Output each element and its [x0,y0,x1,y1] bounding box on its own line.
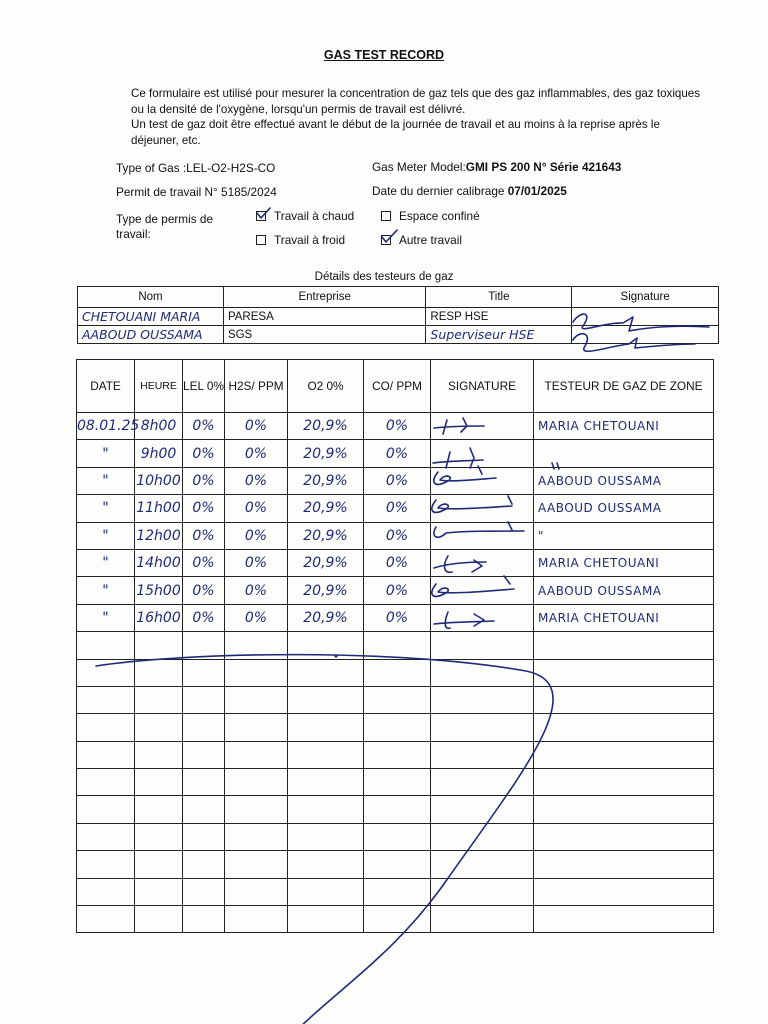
log-date-cell: " [77,440,135,467]
log-empty-cell [135,769,183,796]
log-h2s-cell: 0% [225,467,288,494]
log-time-cell: 10h00 [135,467,183,494]
log-zone-tester-cell: MARIA CHETOUANI [534,549,714,576]
testers-header-signature: Signature [572,287,719,308]
log-time-cell: 11h00 [135,495,183,522]
log-zone-tester-cell [534,440,714,467]
log-empty-cell [225,769,288,796]
log-empty-row [77,741,714,768]
log-empty-cell [431,714,534,741]
log-empty-cell [135,906,183,933]
tester-company: PARESA [223,308,425,326]
log-co-cell: 0% [364,467,431,494]
calibration-value: 07/01/2025 [507,184,567,198]
header-zone-tester: TESTEUR DE GAZ DE ZONE [534,360,714,413]
log-h2s-cell: 0% [225,549,288,576]
log-empty-cell [431,906,534,933]
log-empty-cell [77,878,135,905]
log-empty-cell [183,906,225,933]
tester-signature [572,326,719,344]
log-empty-cell [364,632,431,659]
log-empty-cell [534,714,714,741]
log-empty-row [77,659,714,686]
log-empty-cell [364,851,431,878]
log-empty-cell [534,878,714,905]
hot-work-label: Travail à chaud [274,209,355,223]
log-signature-cell [431,413,534,440]
header-co: CO/ PPM [364,360,431,413]
permit-type-label: Type de permis de travail: [116,212,214,241]
log-co-cell: 0% [364,549,431,576]
log-co-cell: 0% [364,522,431,549]
calibration-date [372,184,567,198]
log-row [77,522,714,549]
log-empty-cell [364,769,431,796]
log-h2s-cell: 0% [225,440,288,467]
log-empty-cell [183,741,225,768]
log-date-cell: " [77,604,135,631]
log-signature-cell [431,522,534,549]
log-co-cell: 0% [364,604,431,631]
header-date: DATE [77,360,135,413]
log-row [77,549,714,576]
log-empty-cell [364,686,431,713]
log-empty-cell [77,823,135,850]
log-empty-cell [288,686,364,713]
log-empty-cell [225,686,288,713]
log-empty-cell [431,686,534,713]
tester-name: CHETOUANI MARIA [78,308,224,326]
log-row [77,577,714,604]
log-date-cell: " [77,495,135,522]
tester-name: AABOUD OUSSAMA [78,326,224,344]
log-empty-cell [77,741,135,768]
log-h2s-cell: 0% [225,604,288,631]
log-empty-cell [364,714,431,741]
log-empty-cell [77,714,135,741]
log-empty-cell [534,823,714,850]
log-empty-cell [364,878,431,905]
gas-test-log-table [76,359,714,933]
log-empty-row [77,906,714,933]
intro-paragraph-2: Un test de gaz doit être effectué avant le début de la journée de travail et au moins à la reprise après le déjeuner, etc. [131,118,660,147]
log-empty-cell [225,659,288,686]
log-empty-cell [135,823,183,850]
gas-meter-label: Gas Meter Model: [372,160,466,174]
option-other-work[interactable] [381,233,462,247]
option-hot-work[interactable] [256,209,354,223]
log-time-cell: 14h00 [135,549,183,576]
log-date-cell: 08.01.25 [77,413,135,440]
log-lel-cell: 0% [183,467,225,494]
other-work-label: Autre travail [399,233,462,247]
log-empty-cell [288,823,364,850]
log-date-cell: " [77,522,135,549]
log-empty-cell [534,659,714,686]
tester-row [78,308,719,326]
log-row [77,467,714,494]
log-empty-cell [431,741,534,768]
option-confined-space[interactable] [381,209,480,223]
tester-title: RESP HSE [426,308,572,326]
log-empty-cell [431,769,534,796]
log-empty-row [77,769,714,796]
log-empty-cell [288,769,364,796]
log-empty-cell [77,796,135,823]
log-empty-cell [288,741,364,768]
log-empty-cell [135,714,183,741]
log-empty-cell [431,878,534,905]
log-zone-tester-cell: AABOUD OUSSAMA [534,577,714,604]
log-empty-cell [364,741,431,768]
testers-header-company: Entreprise [223,287,425,308]
gas-meter-value: GMI PS 200 N° Série 421643 [465,160,622,174]
tester-company: SGS [223,326,425,344]
log-empty-cell [183,632,225,659]
other-work-checkbox[interactable] [381,235,391,245]
log-empty-cell [77,632,135,659]
log-o2-cell: 20,9% [288,522,364,549]
hot-work-checkbox[interactable] [256,211,266,221]
log-empty-cell [225,878,288,905]
log-empty-cell [534,769,714,796]
log-lel-cell: 0% [183,577,225,604]
log-empty-row [77,851,714,878]
log-time-cell: 12h00 [135,522,183,549]
log-empty-cell [135,686,183,713]
log-empty-cell [431,851,534,878]
header-o2: O2 0% [288,360,364,413]
log-row [77,413,714,440]
log-signature-cell [431,549,534,576]
log-time-cell: 9h00 [135,440,183,467]
log-empty-cell [288,632,364,659]
confined-space-label: Espace confiné [399,209,480,223]
log-body [77,413,714,933]
log-empty-cell [225,714,288,741]
log-empty-cell [77,686,135,713]
log-h2s-cell: 0% [225,413,288,440]
confined-space-checkbox[interactable] [381,211,391,221]
log-row [77,495,714,522]
log-o2-cell: 20,9% [288,604,364,631]
log-signature-cell [431,577,534,604]
log-h2s-cell: 0% [225,495,288,522]
log-empty-cell [135,796,183,823]
log-o2-cell: 20,9% [288,549,364,576]
gas-type: Type of Gas :LEL-O2-H2S-CO [116,161,276,175]
log-empty-cell [183,878,225,905]
log-zone-tester-cell: AABOUD OUSSAMA [534,467,714,494]
log-signature-cell [431,604,534,631]
log-empty-cell [431,796,534,823]
log-empty-row [77,796,714,823]
log-empty-cell [364,906,431,933]
log-co-cell: 0% [364,440,431,467]
log-lel-cell: 0% [183,495,225,522]
log-empty-cell [534,632,714,659]
log-empty-cell [225,741,288,768]
log-lel-cell: 0% [183,440,225,467]
header-h2s: H2S/ PPM [225,360,288,413]
log-empty-cell [288,714,364,741]
log-empty-cell [77,851,135,878]
gas-meter-model [372,160,621,174]
log-co-cell: 0% [364,495,431,522]
log-empty-cell [183,714,225,741]
tester-title: Superviseur HSE [426,326,572,344]
log-o2-cell: 20,9% [288,440,364,467]
log-empty-cell [135,741,183,768]
log-empty-cell [288,796,364,823]
log-signature-cell [431,467,534,494]
log-empty-cell [183,686,225,713]
log-h2s-cell: 0% [225,577,288,604]
log-empty-cell [77,769,135,796]
log-empty-cell [135,851,183,878]
log-h2s-cell: 0% [225,522,288,549]
intro-text [131,86,701,148]
cold-work-checkbox[interactable] [256,235,266,245]
log-empty-cell [77,906,135,933]
log-empty-cell [534,686,714,713]
log-date-cell: " [77,467,135,494]
log-date-cell: " [77,549,135,576]
log-signature-cell [431,495,534,522]
log-empty-cell [288,878,364,905]
log-empty-cell [183,851,225,878]
log-zone-tester-cell: MARIA CHETOUANI [534,413,714,440]
header-lel: LEL 0% [183,360,225,413]
log-zone-tester-cell: MARIA CHETOUANI [534,604,714,631]
log-o2-cell: 20,9% [288,577,364,604]
header-time: HEURE [135,360,183,413]
log-o2-cell: 20,9% [288,495,364,522]
log-lel-cell: 0% [183,549,225,576]
log-empty-cell [288,659,364,686]
tester-signature [572,308,719,326]
log-co-cell: 0% [364,413,431,440]
header-signature: SIGNATURE [431,360,534,413]
cold-work-label: Travail à froid [274,233,346,247]
log-signature-cell [431,440,534,467]
log-row [77,604,714,631]
log-empty-cell [225,796,288,823]
log-empty-cell [225,906,288,933]
log-empty-cell [288,906,364,933]
log-zone-tester-cell: AABOUD OUSSAMA [534,495,714,522]
log-empty-cell [364,796,431,823]
log-time-cell: 8h00 [135,413,183,440]
log-co-cell: 0% [364,577,431,604]
log-o2-cell: 20,9% [288,467,364,494]
log-empty-row [77,686,714,713]
testers-table [77,286,719,344]
log-empty-cell [364,823,431,850]
log-lel-cell: 0% [183,413,225,440]
log-empty-row [77,823,714,850]
permit-number: Permit de travail N° 5185/2024 [116,185,277,199]
log-empty-cell [534,851,714,878]
log-lel-cell: 0% [183,604,225,631]
log-empty-cell [77,659,135,686]
log-row [77,440,714,467]
option-cold-work[interactable] [256,233,345,247]
log-empty-row [77,714,714,741]
log-empty-cell [431,659,534,686]
log-lel-cell: 0% [183,522,225,549]
log-empty-cell [183,769,225,796]
log-time-cell: 16h00 [135,604,183,631]
tester-row [78,326,719,344]
log-empty-cell [183,796,225,823]
testers-header-name: Nom [78,287,224,308]
log-date-cell: " [77,577,135,604]
log-empty-cell [364,659,431,686]
log-empty-cell [225,632,288,659]
log-empty-cell [534,796,714,823]
log-empty-cell [225,823,288,850]
log-empty-cell [534,741,714,768]
testers-header-title: Title [426,287,572,308]
log-zone-tester-cell: " [534,522,714,549]
log-empty-cell [431,823,534,850]
log-header-row [77,360,714,413]
log-empty-cell [288,851,364,878]
log-empty-cell [183,823,225,850]
log-o2-cell: 20,9% [288,413,364,440]
log-empty-cell [135,878,183,905]
log-empty-row [77,632,714,659]
log-empty-cell [183,659,225,686]
log-empty-cell [534,906,714,933]
log-empty-cell [431,632,534,659]
calibration-label: Date du dernier calibrage [372,184,508,198]
page-title: GAS TEST RECORD [323,48,445,62]
log-empty-cell [135,659,183,686]
log-empty-cell [135,632,183,659]
testers-header-row [78,287,719,308]
log-time-cell: 15h00 [135,577,183,604]
testers-caption: Détails des testeurs de gaz [314,271,454,283]
log-empty-row [77,878,714,905]
intro-paragraph-1: Ce formulaire est utilisé pour mesurer la concentration de gaz tels que des gaz inflammables, des gaz toxiques ou la densité de l'oxygène, lorsqu'un permis de travail est délivré. [131,87,701,116]
log-empty-cell [225,851,288,878]
